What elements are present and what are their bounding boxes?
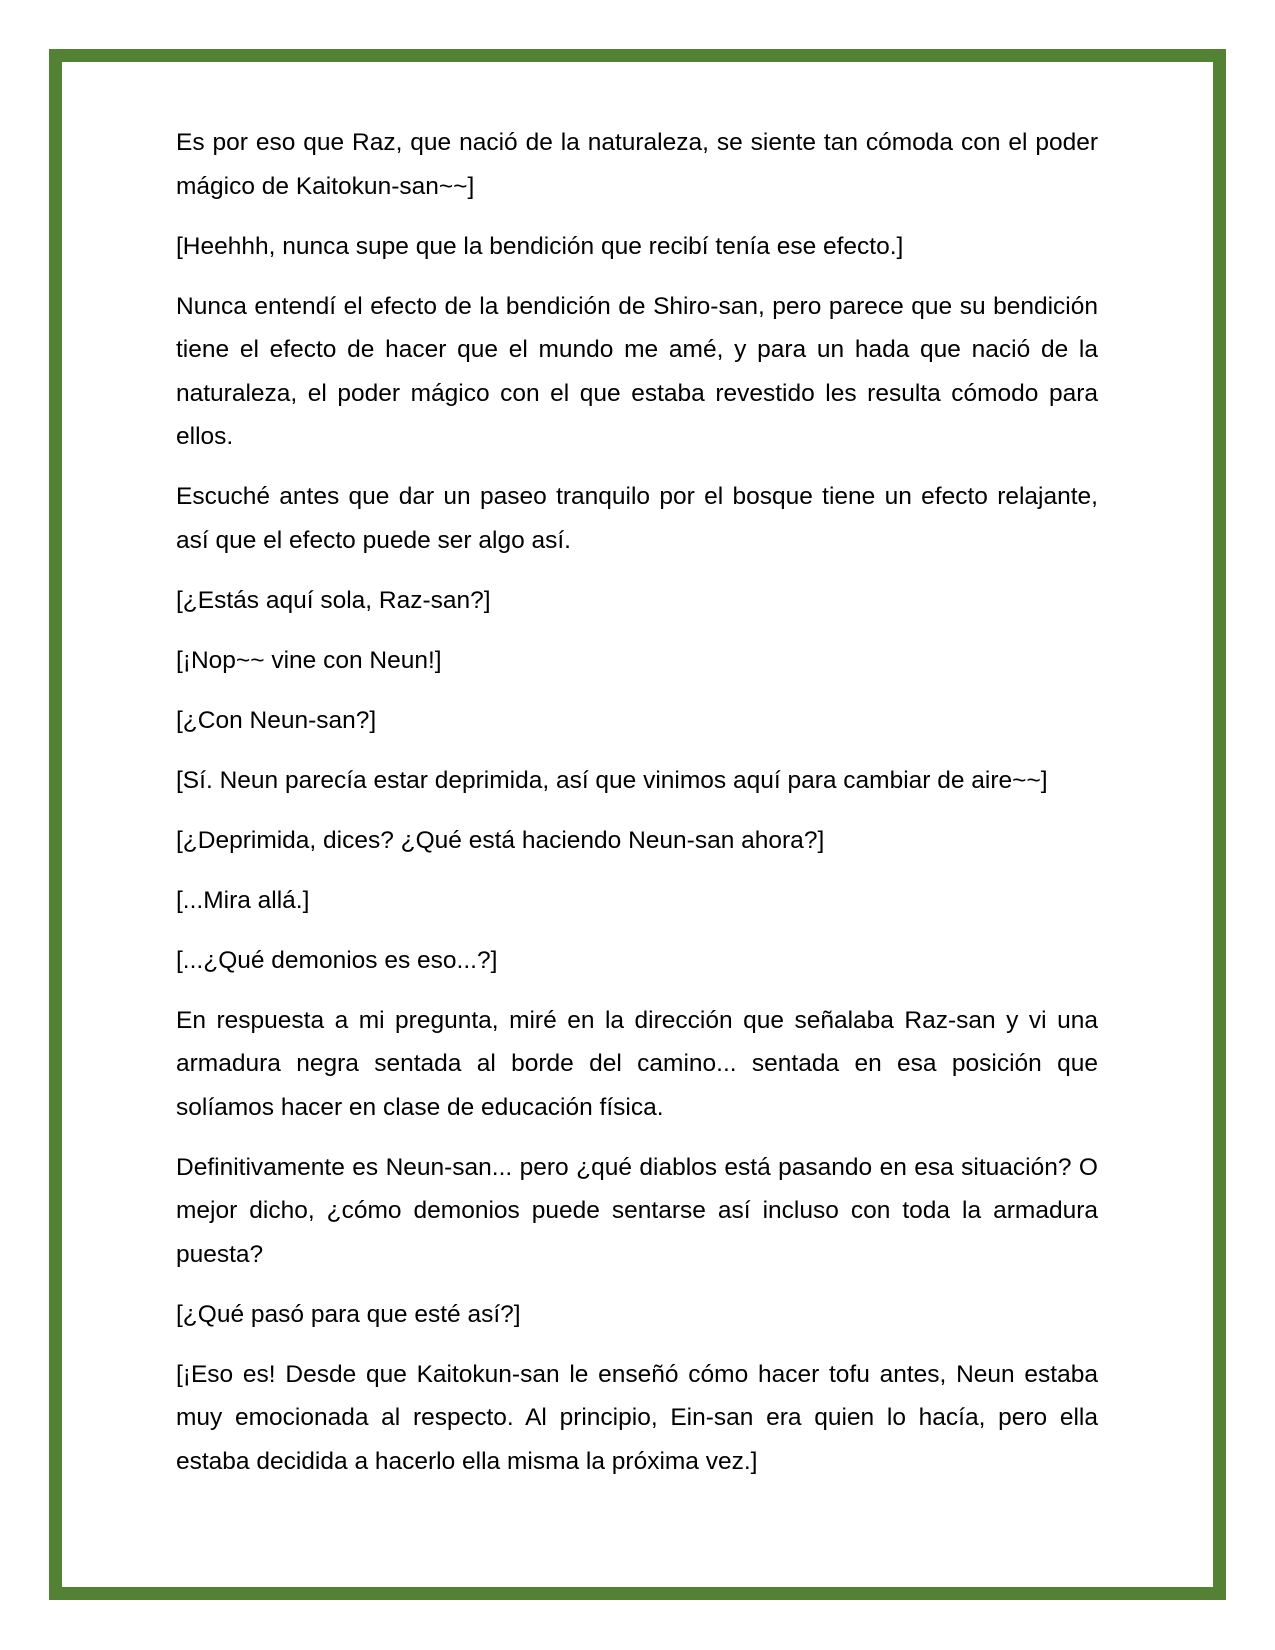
paragraph: [¿Con Neun-san?] [176, 706, 377, 734]
paragraph: [Sí. Neun parecía estar deprimida, así que vinimos aquí para cambiar de aire~~] [176, 766, 1048, 794]
paragraph: Escuché antes que dar un paseo tranquilo por el bosque tiene un efecto relajante, así que el efecto puede ser algo así. [176, 483, 1098, 554]
paragraph: Nunca entendí el efecto de la bendición de Shiro-san, pero parece que su bendición tiene el efecto de hacer que el mundo me amé, y para un hada que nació de la naturaleza, el poder mágico con el que estaba revestido les resulta cómodo para ellos. [176, 292, 1098, 450]
paragraph: [Heehhh, nunca supe que la bendición que recibí tenía ese efecto.] [176, 232, 904, 260]
paragraph: En respuesta a mi pregunta, miré en la dirección que señalaba Raz-san y vi una armadura negra sentada al borde del camino... sentada en esa posición que solíamos hacer en clase de educación física. [176, 1006, 1098, 1121]
paragraph: Es por eso que Raz, que nació de la naturaleza, se siente tan cómoda con el poder mágico de Kaitokun-san~~] [176, 129, 1098, 200]
paragraph: [¿Qué pasó para que esté así?] [176, 1300, 521, 1328]
paragraph: [¿Deprimida, dices? ¿Qué está haciendo Neun-san ahora?] [176, 826, 825, 854]
paragraph: [¿Estás aquí sola, Raz-san?] [176, 586, 491, 614]
paragraph: [...Mira allá.] [176, 886, 310, 914]
paragraph: [¡Eso es! Desde que Kaitokun-san le enseñó cómo hacer tofu antes, Neun estaba muy emocionada al respecto. Al principio, Ein-san era quien lo hacía, pero ella estaba decidida a hacerlo ella misma la próxima vez.] [176, 1360, 1098, 1475]
paragraph: [...¿Qué demonios es eso...?] [176, 946, 498, 974]
paragraph: Definitivamente es Neun-san... pero ¿qué diablos está pasando en esa situación? O mejor dicho, ¿cómo demonios puede sentarse así incluso con toda la armadura puesta? [176, 1153, 1098, 1268]
paragraph: [¡Nop~~ vine con Neun!] [176, 646, 442, 674]
document-body [176, 121, 1098, 1500]
